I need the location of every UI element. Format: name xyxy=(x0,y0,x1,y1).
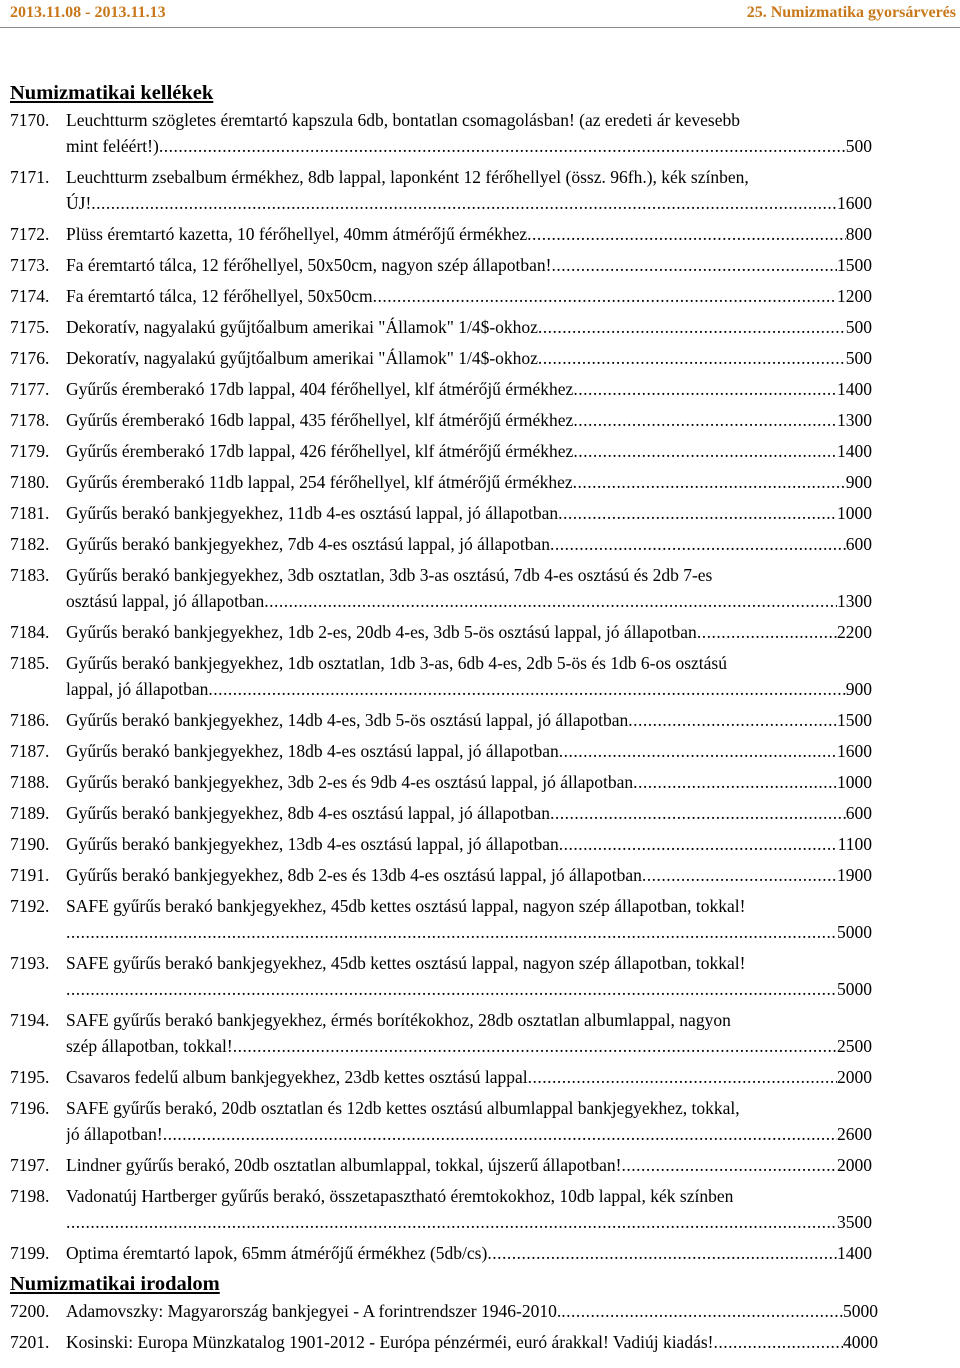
lot-price-line xyxy=(66,976,872,1002)
lot-item xyxy=(0,862,960,888)
lot-starting-price: 1300 xyxy=(837,591,872,611)
auction-title: 25. Numizmatika gyorsárverés xyxy=(746,4,956,21)
lot-number: 7178. xyxy=(10,410,50,430)
lot-description xyxy=(66,769,872,795)
lot-price-line xyxy=(66,707,872,733)
lot-text-end: Gyűrűs éremberakó 17db lappal, 404 férőhellyel, klf átmérőjű érmékhez xyxy=(66,379,574,399)
lot-price-line xyxy=(66,1152,872,1178)
lot-item xyxy=(0,407,960,433)
lot-description xyxy=(66,500,872,526)
lot-number: 7196. xyxy=(10,1098,50,1118)
lot-number: 7179. xyxy=(10,441,50,461)
lot-text-end: Dekoratív, nagyalakú gyűjtőalbum amerikai "Államok" 1/4$-okhoz xyxy=(66,317,538,337)
lot-text-end: Gyűrűs berakó bankjegyekhez, 8db 2-es és 13db 4-es osztású lappal, jó állapotban xyxy=(66,865,642,885)
lot-item xyxy=(0,893,960,945)
lot-price-line xyxy=(66,345,872,371)
lot-price-line xyxy=(66,469,872,495)
lot-number: 7181. xyxy=(10,503,50,523)
lot-starting-price: 1300 xyxy=(837,410,872,430)
lot-text: SAFE gyűrűs berakó bankjegyekhez, 45db kettes osztású lappal, nagyon szép állapotban, tokkal! xyxy=(66,896,746,916)
dot-leader xyxy=(573,469,846,495)
lot-starting-price: 500 xyxy=(845,348,872,368)
lot-description xyxy=(66,650,872,702)
lot-price-line xyxy=(66,1121,872,1147)
lot-description xyxy=(66,1064,872,1090)
lot-starting-price: 4000 xyxy=(843,1332,878,1352)
lot-number: 7171. xyxy=(10,167,50,187)
lot-item xyxy=(0,500,960,526)
dot-leader xyxy=(621,1152,837,1178)
dot-leader xyxy=(538,314,846,340)
lot-price-line xyxy=(66,1033,872,1059)
dot-leader xyxy=(561,1298,843,1324)
lot-price-line xyxy=(66,376,872,402)
lot-number: 7201. xyxy=(10,1332,50,1352)
lot-item xyxy=(0,650,960,702)
lot-item xyxy=(0,1064,960,1090)
lot-item xyxy=(0,438,960,464)
dot-leader xyxy=(559,831,838,857)
lot-description xyxy=(66,469,872,495)
lot-number: 7172. xyxy=(10,224,50,244)
lot-price-line xyxy=(66,252,872,278)
lot-description xyxy=(66,1007,872,1059)
lot-number: 7187. xyxy=(10,741,50,761)
dot-leader xyxy=(558,500,837,526)
lot-starting-price: 1400 xyxy=(837,441,872,461)
lot-price-line xyxy=(66,438,872,464)
lot-description xyxy=(66,738,872,764)
lot-number: 7180. xyxy=(10,472,50,492)
lot-description xyxy=(66,438,872,464)
lot-price-line xyxy=(66,407,872,433)
lot-description xyxy=(66,862,872,888)
lot-number: 7200. xyxy=(10,1301,50,1321)
lot-description xyxy=(66,1329,878,1355)
lot-text-end: Csavaros fedelű album bankjegyekhez, 23db kettes osztású lappal xyxy=(66,1067,528,1087)
lot-text-end: Gyűrűs éremberakó 17db lappal, 426 férőhellyel, klf átmérőjű érmékhez xyxy=(66,441,574,461)
lot-description xyxy=(66,707,872,733)
dot-leader xyxy=(527,221,846,247)
dot-leader xyxy=(713,1329,843,1355)
dot-leader xyxy=(559,738,837,764)
lot-text-end: Kosinski: Europa Münzkatalog 1901-2012 - Európa pénzérméi, euró árakkal! Vadiúj kiadás! xyxy=(66,1332,714,1352)
lot-number: 7189. xyxy=(10,803,50,823)
lot-description xyxy=(66,107,872,159)
lot-price-line xyxy=(66,1329,878,1355)
lot-item xyxy=(0,1298,960,1324)
lot-text-end: jó állapotban! xyxy=(66,1124,163,1144)
lot-item xyxy=(0,1329,960,1355)
lot-text: Leuchtturm szögletes éremtartó kapszula 6db, bontatlan csomagolásban! (az eredeti ár kevesebb xyxy=(66,110,740,130)
lot-text-end: Adamovszky: Magyarország bankjegyei - A forintrendszer 1946-2010. xyxy=(66,1301,562,1321)
section-title: Numizmatikai irodalom xyxy=(10,1273,220,1295)
dot-leader xyxy=(208,676,845,702)
dot-leader xyxy=(159,133,846,159)
lot-starting-price: 1200 xyxy=(837,286,872,306)
lot-starting-price: 500 xyxy=(845,136,872,156)
lot-starting-price: 2500 xyxy=(837,1036,872,1056)
dot-leader xyxy=(573,407,837,433)
lot-text-end: szép állapotban, tokkal! xyxy=(66,1036,233,1056)
lot-price-line xyxy=(66,1298,878,1324)
lot-text: Leuchtturm zsebalbum érmékhez, 8db lappal, laponként 12 férőhellyel (össz. 96fh.), kék színben, xyxy=(66,167,749,187)
lot-description xyxy=(66,1183,872,1235)
lot-description xyxy=(66,950,872,1002)
lot-text-end: Lindner gyűrűs berakó, 20db osztatlan albumlappal, tokkal, újszerű állapotban! xyxy=(66,1155,622,1175)
lot-number: 7174. xyxy=(10,286,50,306)
lot-starting-price: 600 xyxy=(845,803,872,823)
lot-description xyxy=(66,1152,872,1178)
lot-price-line xyxy=(66,500,872,526)
lot-description xyxy=(66,831,872,857)
lot-item xyxy=(0,619,960,645)
lot-text-end: Gyűrűs berakó bankjegyekhez, 1db 2-es, 20db 4-es, 3db 5-ös osztású lappal, jó állapotban xyxy=(66,622,697,642)
lot-text-end: Fa éremtartó tálca, 12 férőhellyel, 50x50cm xyxy=(66,286,373,306)
lot-item xyxy=(0,1183,960,1235)
lot-description xyxy=(66,345,872,371)
lot-starting-price: 600 xyxy=(845,534,872,554)
lot-text-end: lappal, jó állapotban xyxy=(66,679,209,699)
lot-price-line xyxy=(66,283,872,309)
lot-price-line xyxy=(66,1240,872,1266)
lot-description xyxy=(66,1095,872,1147)
lot-starting-price: 1500 xyxy=(837,710,872,730)
lot-item xyxy=(0,164,960,216)
lot-text-end: Gyűrűs berakó bankjegyekhez, 13db 4-es osztású lappal, jó állapotban xyxy=(66,834,559,854)
lot-starting-price: 900 xyxy=(845,679,872,699)
lot-number: 7199. xyxy=(10,1243,50,1263)
lot-item xyxy=(0,221,960,247)
lot-description xyxy=(66,531,872,557)
lot-description xyxy=(66,1298,878,1324)
lot-item xyxy=(0,283,960,309)
lot-starting-price: 5000 xyxy=(843,1301,878,1321)
lot-text-end: Plüss éremtartó kazetta, 10 férőhellyel, 40mm átmérőjű érmékhez xyxy=(66,224,528,244)
lot-starting-price: 3500 xyxy=(837,1212,872,1232)
dot-leader xyxy=(66,919,837,945)
dot-leader xyxy=(66,1209,837,1235)
lot-starting-price: 1400 xyxy=(837,1243,872,1263)
page-header xyxy=(0,0,960,30)
lot-number: 7195. xyxy=(10,1067,50,1087)
lot-item xyxy=(0,1095,960,1147)
lot-description xyxy=(66,407,872,433)
lot-number: 7185. xyxy=(10,653,50,673)
lot-text-end: Gyűrűs berakó bankjegyekhez, 8db 4-es osztású lappal, jó állapotban xyxy=(66,803,551,823)
lot-price-line xyxy=(66,588,872,614)
lot-starting-price: 1100 xyxy=(837,834,872,854)
lot-text: Gyűrűs berakó bankjegyekhez, 3db osztatlan, 3db 3-as osztású, 7db 4-es osztású és 2db 7-es xyxy=(66,565,713,585)
lot-starting-price: 1600 xyxy=(837,741,872,761)
lot-number: 7177. xyxy=(10,379,50,399)
lot-description xyxy=(66,252,872,278)
lot-text-end: Fa éremtartó tálca, 12 férőhellyel, 50x50cm, nagyon szép állapotban! xyxy=(66,255,552,275)
lot-price-line xyxy=(66,676,872,702)
lot-item xyxy=(0,376,960,402)
lot-starting-price: 2200 xyxy=(837,622,872,642)
lot-starting-price: 2600 xyxy=(837,1124,872,1144)
lot-starting-price: 1900 xyxy=(837,865,872,885)
lot-starting-price: 5000 xyxy=(837,979,872,999)
lot-item xyxy=(0,1007,960,1059)
lot-description xyxy=(66,893,872,945)
lot-starting-price: 1600 xyxy=(837,193,872,213)
dot-leader xyxy=(573,376,837,402)
dot-leader xyxy=(233,1033,837,1059)
lot-price-line xyxy=(66,831,872,857)
lot-price-line xyxy=(66,619,872,645)
dot-leader xyxy=(264,588,837,614)
lot-text-end: Gyűrűs éremberakó 11db lappal, 254 férőhellyel, klf átmérőjű érmékhez xyxy=(66,472,573,492)
lot-number: 7186. xyxy=(10,710,50,730)
lot-price-line xyxy=(66,1209,872,1235)
lot-item xyxy=(0,1152,960,1178)
lot-item xyxy=(0,1240,960,1266)
dot-leader xyxy=(66,976,837,1002)
lot-item xyxy=(0,800,960,826)
lot-price-line xyxy=(66,221,872,247)
dot-leader xyxy=(633,769,837,795)
lot-starting-price: 900 xyxy=(845,472,872,492)
lot-text-end: ÚJ! xyxy=(66,193,92,213)
dot-leader xyxy=(528,1064,837,1090)
lot-text-end: osztású lappal, jó állapotban xyxy=(66,591,265,611)
dot-leader xyxy=(373,283,837,309)
lot-number: 7197. xyxy=(10,1155,50,1175)
lot-item xyxy=(0,314,960,340)
dot-leader xyxy=(163,1121,837,1147)
lot-price-line xyxy=(66,1064,872,1090)
lot-text-end: Dekoratív, nagyalakú gyűjtőalbum amerikai "Államok" 1/4$-okhoz xyxy=(66,348,538,368)
lot-number: 7190. xyxy=(10,834,50,854)
lot-text-end: mint feléért!) xyxy=(66,136,159,156)
lot-text: SAFE gyűrűs berakó bankjegyekhez, érmés borítékokhoz, 28db osztatlan albumlappal, nagyon xyxy=(66,1010,731,1030)
dot-leader xyxy=(550,800,846,826)
lot-text-end: Optima éremtartó lapok, 65mm átmérőjű érmékhez (5db/cs) xyxy=(66,1243,488,1263)
lot-text-end: Gyűrűs berakó bankjegyekhez, 7db 4-es osztású lappal, jó állapotban xyxy=(66,534,551,554)
dot-leader xyxy=(628,707,837,733)
lot-item xyxy=(0,738,960,764)
lot-starting-price: 1000 xyxy=(837,772,872,792)
lot-price-line xyxy=(66,919,872,945)
lot-text: SAFE gyűrűs berakó bankjegyekhez, 45db kettes osztású lappal, nagyon szép állapotban, tokkal! xyxy=(66,953,746,973)
lot-description xyxy=(66,619,872,645)
lot-text-end: Gyűrűs berakó bankjegyekhez, 3db 2-es és 9db 4-es osztású lappal, jó állapotban xyxy=(66,772,634,792)
lot-text-end: Gyűrűs éremberakó 16db lappal, 435 férőhellyel, klf átmérőjű érmékhez xyxy=(66,410,574,430)
catalog-content xyxy=(0,80,960,1360)
dot-leader xyxy=(642,862,837,888)
lot-description xyxy=(66,314,872,340)
lot-item xyxy=(0,252,960,278)
lot-description xyxy=(66,283,872,309)
lot-item xyxy=(0,950,960,1002)
lot-description xyxy=(66,1240,872,1266)
lot-price-line xyxy=(66,314,872,340)
dot-leader xyxy=(573,438,837,464)
lot-text: Vadonatúj Hartberger gyűrűs berakó, összetapasztható éremtokokhoz, 10db lappal, kék színben xyxy=(66,1186,734,1206)
lot-price-line xyxy=(66,769,872,795)
dot-leader xyxy=(538,345,846,371)
lot-item xyxy=(0,831,960,857)
lot-number: 7191. xyxy=(10,865,50,885)
lot-price-line xyxy=(66,190,872,216)
lot-starting-price: 500 xyxy=(845,317,872,337)
lot-description xyxy=(66,800,872,826)
lot-price-line xyxy=(66,862,872,888)
lot-item xyxy=(0,531,960,557)
lot-number: 7194. xyxy=(10,1010,50,1030)
lot-number: 7173. xyxy=(10,255,50,275)
lot-number: 7176. xyxy=(10,348,50,368)
lot-starting-price: 800 xyxy=(845,224,872,244)
lot-description xyxy=(66,164,872,216)
lot-starting-price: 1400 xyxy=(837,379,872,399)
lot-text-end: Gyűrűs berakó bankjegyekhez, 14db 4-es, 3db 5-ös osztású lappal, jó állapotban xyxy=(66,710,629,730)
lot-number: 7198. xyxy=(10,1186,50,1206)
lot-starting-price: 1500 xyxy=(837,255,872,275)
lot-price-line xyxy=(66,800,872,826)
lot-starting-price: 5000 xyxy=(837,922,872,942)
lot-number: 7170. xyxy=(10,110,50,130)
dot-leader xyxy=(551,252,837,278)
auction-date-range: 2013.11.08 - 2013.11.13 xyxy=(10,4,166,21)
header-divider xyxy=(0,27,960,28)
lot-number: 7188. xyxy=(10,772,50,792)
section-title: Numizmatikai kellékek xyxy=(10,82,214,104)
dot-leader xyxy=(487,1240,837,1266)
lot-starting-price: 2000 xyxy=(837,1067,872,1087)
lot-description xyxy=(66,562,872,614)
lot-price-line xyxy=(66,531,872,557)
lot-price-line xyxy=(66,133,872,159)
lot-item xyxy=(0,345,960,371)
lot-text-end: Gyűrűs berakó bankjegyekhez, 11db 4-es osztású lappal, jó állapotban xyxy=(66,503,559,523)
lot-starting-price: 1000 xyxy=(837,503,872,523)
lot-description xyxy=(66,221,872,247)
lot-number: 7192. xyxy=(10,896,50,916)
lot-text: Gyűrűs berakó bankjegyekhez, 1db osztatlan, 1db 3-as, 6db 4-es, 2db 5-ös és 1db 6-os osztású xyxy=(66,653,727,673)
lot-starting-price: 2000 xyxy=(837,1155,872,1175)
lot-description xyxy=(66,376,872,402)
lot-item xyxy=(0,769,960,795)
dot-leader xyxy=(697,619,837,645)
lot-number: 7193. xyxy=(10,953,50,973)
lot-number: 7175. xyxy=(10,317,50,337)
lot-number: 7184. xyxy=(10,622,50,642)
lot-item xyxy=(0,707,960,733)
lot-price-line xyxy=(66,738,872,764)
dot-leader xyxy=(91,190,837,216)
lot-item xyxy=(0,562,960,614)
dot-leader xyxy=(550,531,846,557)
lot-number: 7183. xyxy=(10,565,50,585)
lot-text-end: Gyűrűs berakó bankjegyekhez, 18db 4-es osztású lappal, jó állapotban xyxy=(66,741,559,761)
lot-item xyxy=(0,469,960,495)
lot-text: SAFE gyűrűs berakó, 20db osztatlan és 12db kettes osztású albumlappal bankjegyekhez, tokkal, xyxy=(66,1098,740,1118)
lot-number: 7182. xyxy=(10,534,50,554)
lot-item xyxy=(0,107,960,159)
